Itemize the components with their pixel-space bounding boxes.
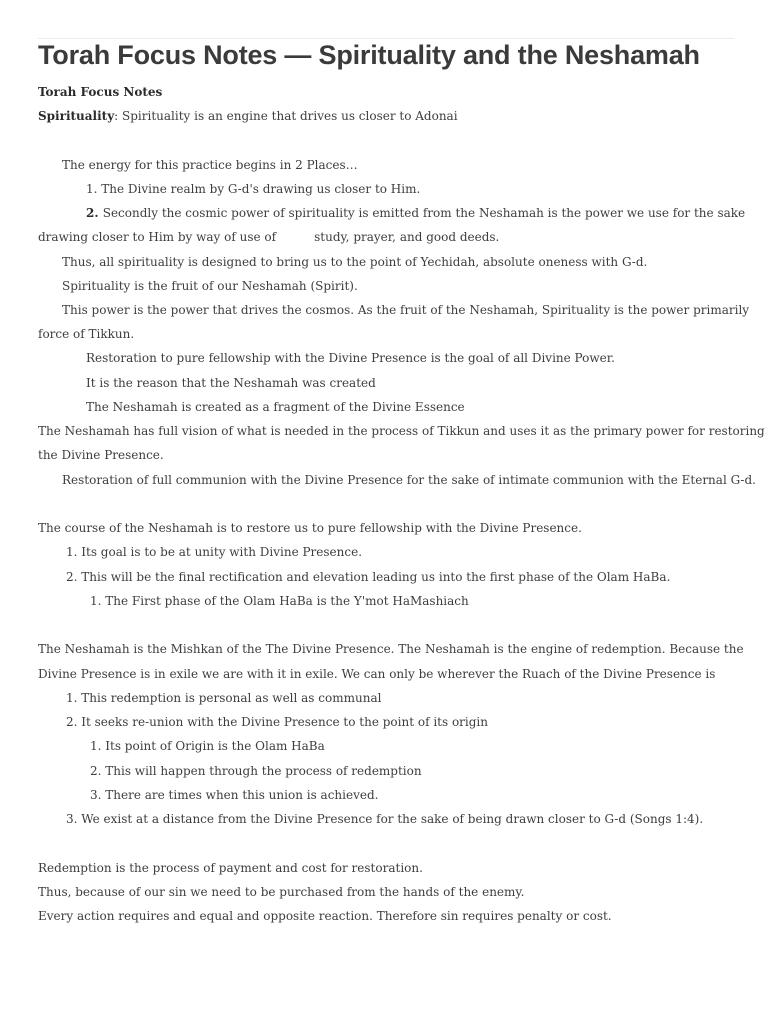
list-item: 2. This will be the final rectification and elevation leading us into the first phase of the Olam HaBa. <box>66 570 671 584</box>
paragraph-line: Divine Presence is in exile we are with it in exile. We can only be wherever the Ruach of the Divine Presence is <box>38 667 716 681</box>
paragraph-line: The course of the Neshamah is to restore us to pure fellowship with the Divine Presence. <box>38 521 582 535</box>
paragraph-line: Thus, all spirituality is designed to bring us to the point of Yechidah, absolute oneness with G-d. <box>62 255 648 269</box>
paragraph-line: The Neshamah is the Mishkan of the The Divine Presence. The Neshamah is the engine of redemption. Because the <box>38 642 744 656</box>
paragraph-line: Thus, because of our sin we need to be purchased from the hands of the enemy. <box>38 885 525 899</box>
paragraph-line: the Divine Presence. <box>38 448 164 462</box>
paragraph-line: Spirituality is the fruit of our Neshamah (Spirit). <box>62 279 358 293</box>
list-item: 2. It seeks re-union with the Divine Presence to the point of its origin <box>66 715 488 729</box>
list-item: 1. The Divine realm by G-d's drawing us closer to Him. <box>86 182 421 196</box>
paragraph-line: Every action requires and equal and opposite reaction. Therefore sin requires penalty or cost. <box>38 909 612 923</box>
definition-line <box>38 106 458 126</box>
paragraph-line: The Neshamah has full vision of what is needed in the process of Tikkun and uses it as the primary power for restoring <box>38 424 765 438</box>
list-item: 3. There are times when this union is achieved. <box>90 788 379 802</box>
paragraph-line: This power is the power that drives the cosmos. As the fruit of the Neshamah, Spirituality is the power primarily <box>62 303 750 317</box>
list-item: 3. We exist at a distance from the Divine Presence for the sake of being drawn closer to G-d (Songs 1:4). <box>66 812 704 826</box>
paragraph-text: study, prayer, and good deeds. <box>314 230 500 244</box>
definition-term: Spirituality <box>38 109 115 123</box>
paragraph-line: The energy for this practice begins in 2 Places… <box>62 158 358 172</box>
list-item: 1. The First phase of the Olam HaBa is the Y'mot HaMashiach <box>90 594 469 608</box>
list-item-text: Secondly the cosmic power of spirituality is emitted from the Neshamah is the power we use for the sake <box>102 206 746 220</box>
list-marker: 2. <box>86 206 103 220</box>
paragraph-line: Redemption is the process of payment and cost for restoration. <box>38 861 423 875</box>
list-item: 1. This redemption is personal as well as communal <box>66 691 382 705</box>
paragraph-line: The Neshamah is created as a fragment of the Divine Essence <box>86 400 465 414</box>
paragraph-line: Restoration to pure fellowship with the Divine Presence is the goal of all Divine Power. <box>86 351 615 365</box>
paragraph-text: drawing closer to Him by way of use of <box>38 230 277 244</box>
notes-heading: Torah Focus Notes <box>38 85 163 99</box>
top-divider <box>38 38 734 39</box>
list-item <box>86 203 745 223</box>
paragraph-line: It is the reason that the Neshamah was created <box>86 376 376 390</box>
list-item: 1. Its point of Origin is the Olam HaBa <box>90 739 325 753</box>
paragraph-line: Restoration of full communion with the Divine Presence for the sake of intimate communion with the Eternal G-d. <box>62 473 756 487</box>
paragraph-line: force of Tikkun. <box>38 327 135 341</box>
document-title: Torah Focus Notes — Spirituality and the Neshamah <box>38 40 700 70</box>
paragraph-line <box>38 227 499 247</box>
definition-text: : Spirituality is an engine that drives us closer to Adonai <box>114 109 458 123</box>
list-item: 1. Its goal is to be at unity with Divine Presence. <box>66 545 363 559</box>
list-item: 2. This will happen through the process of redemption <box>90 764 422 778</box>
